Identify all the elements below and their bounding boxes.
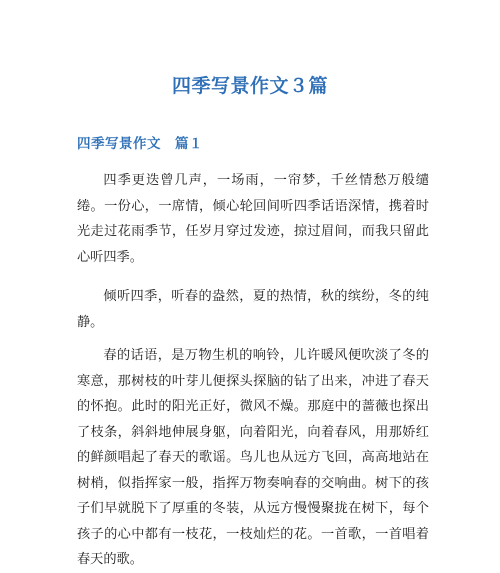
paragraph: 春的话语，是万物生机的响铃，儿许暖风便吹淡了冬的寒意，那树枝的叶芽儿便探头探脑的钻了出来，冲进了春天的怀抱。此时的阳光正好，微风不燥。那庭中的蔷薇也探出了枝条，斜斜地伸展身躯，向着阳光，向着春风，用那娇红的鲜颜唱起了春天的歌谣。鸟儿也从远方飞回，高高地站在树梢，似指挥家一般，指挥万物奏响春的交响曲。树下的孩子们早就脱下了厚重的冬装，从远方慢慢聚拢在树下，每个孩子的心中都有一枝花，一枝灿烂的花。一首歌，一首唱着春天的歌。 — [77, 348, 429, 567]
document-title: 四季写景作文３篇 — [171, 75, 328, 97]
paragraph: 四季更迭曾几声，一场雨，一帘梦，千丝情愁万般缱绻。一份心，一席情，倾心轮回间听四季话语深情，携着时光走过花雨季节，任岁月穿过发迹，掠过眉间，而我只留此心听四季。 — [77, 173, 429, 265]
section-heading: 四季写景作文 篇１ — [77, 136, 203, 152]
paragraph: 倾听四季，听春的盎然，夏的热情，秋的缤纷，冬的纯静。 — [77, 289, 429, 330]
